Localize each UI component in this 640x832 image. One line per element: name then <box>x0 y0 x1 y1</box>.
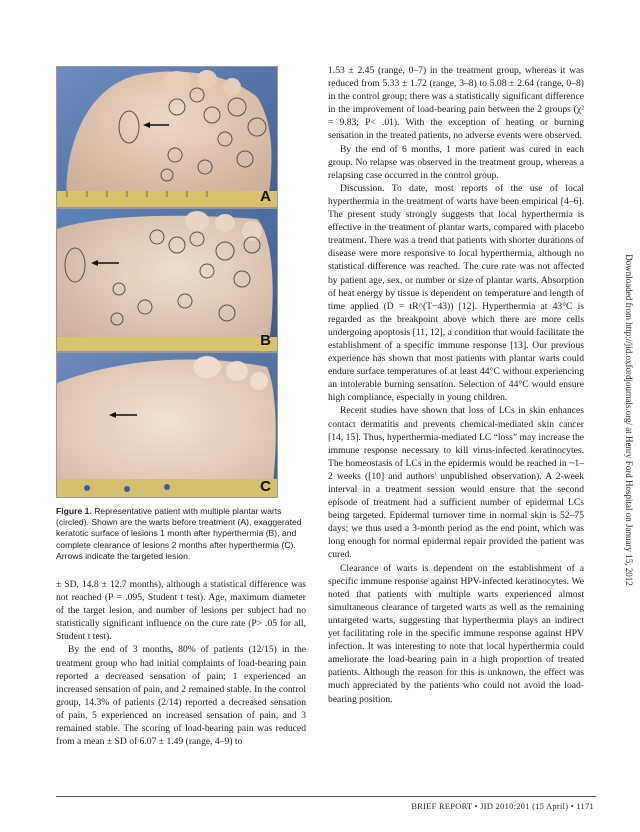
figure-caption <box>56 506 306 562</box>
right-column <box>328 64 584 706</box>
download-notice-text[interactable]: Downloaded from http://jid.oxfordjournals.org/ at Henry Ford Hospital on January 15, 2012 <box>624 254 634 586</box>
figure-caption-text: Representative patient with multiple plantar warts (circled). Shown are the warts before treatment (A), exaggerated keratotic surface of lesions 1 month after hyperthermia (B), and complete clearance of lesions 2 months after hyperthermia (C). Arrows indicate the targeted lesion. <box>56 506 302 561</box>
download-notice <box>620 120 638 720</box>
left-paragraph: ± SD, 14.8 ± 12.7 months), although a statistical difference was not reached (P = .095, Student t test). Age, maximum diameter of the target lesion, and number of lesions per subject had no statistically significant influence on the cure rate (P> .05 for all, Student t test). <box>56 579 306 643</box>
figure-panel-a <box>56 66 278 208</box>
right-paragraph: 1.53 ± 2.45 (range, 0–7) in the treatment group, whereas it was reduced from 5.33 ± 1.72 (range, 3–8) to 5.08 ± 2.64 (range, 0–8) in the control group; there was a statistically significant difference in the improvement of load-bearing pain between the 2 groups (χ² = 9.83; P< .01). With the exception of heating or burning sensation in the treated patients, no adverse events were observed. <box>328 65 584 142</box>
right-paragraph: By the end of 6 months, 1 more patient was cured in each group. No relapse was observed in the treatment group, whereas a relapsing case occurred in the control group. <box>328 143 584 181</box>
panel-letter-c: C <box>260 478 271 495</box>
figure-panel-c <box>56 352 278 498</box>
right-paragraph: Clearance of warts is dependent on the establishment of a specific immune response against HPV-infected keratinocytes. We noted that patients with multiple warts experienced almost simultaneous clearance of targeted warts as well as the remaining untargeted warts, suggesting that hyperthermia plays an indirect yet facilitating role in the specific immune response against HPV infection. It was interesting to note that local hyperthermia could ameliorate the load-bearing pain in a high proportion of treated patients. Although the reason for this is unknown, the effect was much appreciated by the patients who could not avoid the load-bearing position. <box>328 562 584 705</box>
left-column <box>56 66 306 748</box>
figure-panel-b <box>56 208 278 352</box>
figure-caption-label: Figure 1. <box>56 506 92 516</box>
page-footer: BRIEF REPORT • JID 2010:201 (15 April) • 1171 <box>411 802 594 811</box>
left-paragraph: By the end of 3 months, 80% of patients (12/15) in the treatment group who had initial complaints of load-bearing pain reported a decreased sensation of pain; 1 experienced an increased sensation of pain, and 2 remained stable. In the control group, 14.3% of patients (2/14) reported a decreased sensation of pain, 5 experienced an increased sensation of pain, and 3 remained stable. The scoring of load-bearing pain was reduced from a mean ± SD of 6.07 ± 1.49 (range, 4–9) to <box>56 644 306 748</box>
right-paragraph: Recent studies have shown that loss of LCs in skin enhances contact dermatitis and prevents chemical-mediated skin cancer [14, 15]. Thus, hyperthermia-mediated LC “loss” may increase the immune response necessary to kill virus-infected keratinocytes. The homeostasis of LCs in the epidermis would be reached in ~1–2 weeks ([10] and authors' unpublished observation). A 2-week interval in a treatment session would ensure that the second episode of treatment had a sufficient number of epidermal LCs being targeted. Epidermal turnover time in normal skin is 52–75 days; we thus used a 3-month period as the end point, which was long enough for normal epidermal repair provided the patient was cured. <box>328 405 584 561</box>
panel-letter-a: A <box>260 188 271 205</box>
panel-letter-b: B <box>260 332 271 349</box>
footer-rule <box>56 796 596 797</box>
right-paragraph: Discussion. To date, most reports of the use of local hyperthermia in the treatment of warts have been empirical [4–6]. The present study strongly suggests that local hyperthermia is effective in the treatment of plantar warts, compared with placebo treatment. There was a trend that patients with shorter durations of disease were more responsive to local hyperthermia, although no statistical difference was reached. The cure rate was not affected by patient age, sex, or number or size of plantar warts. Absorption of heat energy by tissue is dependent on temperature and length of time applied (D = tR^(T−43)) [12]. Hyperthermia at 43°C is regarded as the breakpoint above which there are more cells undergoing apoptosis [11, 12], a condition that would facilitate the establishment of a specific immune response [13]. Our previous experience has shown that most patients with plantar warts could endure surface temperatures of at least 44°C without experiencing an intolerable burning sensation. Selection of 44°C would ensure high compliance, especially in young children. <box>328 182 584 404</box>
